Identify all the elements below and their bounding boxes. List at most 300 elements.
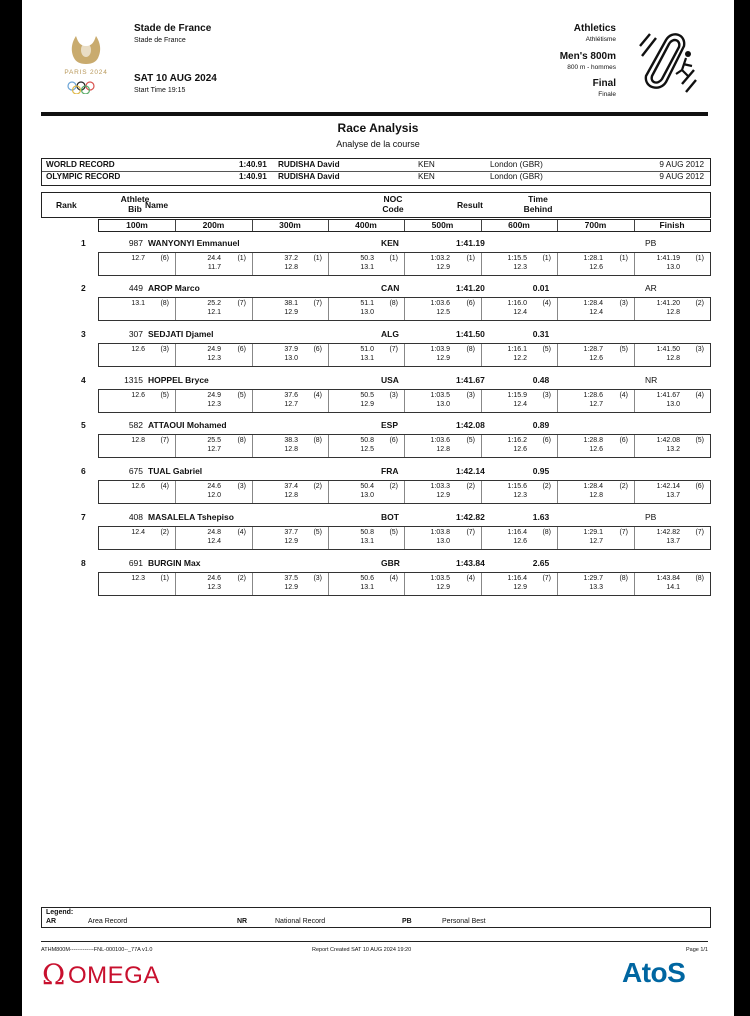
split-time: 12.6 — [131, 392, 145, 399]
lap-time: 12.9 — [284, 309, 298, 316]
lap-time: 12.8 — [284, 264, 298, 271]
split-time: 1:03.2 — [430, 255, 450, 262]
split-rank: (6) — [160, 255, 169, 262]
split-header-cell: 100m — [126, 220, 148, 230]
lap-time: 13.0 — [360, 309, 374, 316]
report-created: Report Created SAT 10 AUG 2024 19:20 — [312, 947, 412, 953]
split-rank: (3) — [313, 575, 322, 582]
split-rank: (4) — [313, 392, 322, 399]
split-cell — [557, 253, 634, 275]
lap-time: 13.1 — [360, 538, 374, 545]
split-rank: (4) — [160, 483, 169, 490]
lap-time: 12.9 — [513, 584, 527, 591]
split-time: 24.9 — [207, 346, 221, 353]
legend-desc-ar: Area Record — [88, 918, 128, 925]
lap-time: 12.4 — [513, 401, 527, 408]
split-rank: (7) — [695, 529, 704, 536]
lap-time: 12.7 — [589, 538, 603, 545]
split-cell — [252, 481, 328, 503]
split-time: 12.6 — [131, 346, 145, 353]
athlete-time-behind: 0.95 — [532, 466, 550, 476]
split-time: 1:28.4 — [583, 483, 603, 490]
record-label: WORLD RECORD — [46, 160, 115, 169]
record-place: London (GBR) — [490, 160, 543, 169]
split-time: 1:15.5 — [507, 255, 527, 262]
omega-symbol-icon: Ω — [42, 958, 66, 991]
split-cell — [252, 573, 328, 595]
split-cell — [252, 527, 328, 549]
split-rank: (3) — [237, 483, 246, 490]
split-cell — [557, 344, 634, 366]
split-rank: (5) — [619, 346, 628, 353]
split-time: 1:29.7 — [583, 575, 603, 582]
athlete-splits — [98, 480, 711, 504]
athlete-name: TUAL Gabriel — [148, 466, 203, 476]
lap-time: 12.3 — [207, 355, 221, 362]
split-rank: (2) — [695, 300, 704, 307]
athlete-noc: CAN — [381, 283, 400, 293]
athlete-name: BURGIN Max — [148, 558, 201, 568]
split-cell — [557, 298, 634, 320]
split-cell — [634, 573, 710, 595]
split-time: 1:03.6 — [430, 437, 450, 444]
athlete-time-behind: 0.89 — [532, 420, 550, 430]
split-time: 25.2 — [207, 300, 221, 307]
split-time: 37.6 — [284, 392, 298, 399]
athlete-bib: 675 — [128, 466, 143, 476]
split-divider — [404, 573, 405, 595]
split-cell — [634, 344, 710, 366]
split-header-divider — [404, 220, 405, 231]
split-time: 37.7 — [284, 529, 298, 536]
split-time: 1:03.6 — [430, 300, 450, 307]
split-cell — [328, 298, 404, 320]
split-time: 12.3 — [131, 575, 145, 582]
split-time: 1:43.84 — [656, 575, 680, 582]
results-page — [22, 0, 734, 1016]
split-header-cell: 600m — [508, 220, 530, 230]
split-cell — [557, 527, 634, 549]
split-rank: (3) — [160, 346, 169, 353]
split-rank: (1) — [313, 255, 322, 262]
split-rank: (2) — [619, 483, 628, 490]
venue: Stade de France — [134, 23, 212, 34]
split-divider — [175, 390, 176, 412]
athlete-noc: FRA — [381, 466, 399, 476]
split-rank: (1) — [389, 255, 398, 262]
splits-header — [98, 219, 711, 232]
olympic-record-row — [46, 172, 706, 184]
athlete-time-behind: 1.63 — [532, 512, 550, 522]
split-divider — [634, 481, 635, 503]
record-time: 1:40.91 — [239, 160, 267, 169]
record-name: RUDISHA David — [278, 172, 340, 181]
athlete-row — [41, 420, 711, 432]
split-rank: (5) — [695, 437, 704, 444]
split-time: 50.3 — [360, 255, 374, 262]
athlete-result: 1:41.19 — [456, 238, 485, 248]
lap-time: 12.5 — [360, 446, 374, 453]
split-cell — [481, 298, 557, 320]
lap-time: 12.9 — [436, 264, 450, 271]
split-rank: (3) — [389, 392, 398, 399]
athlete-record-flag: AR — [645, 283, 657, 293]
athlete-bib: 408 — [128, 512, 143, 522]
split-header-divider — [481, 220, 482, 231]
athlete-result: 1:43.84 — [456, 558, 485, 568]
split-cell — [328, 390, 404, 412]
lap-time: 12.8 — [284, 446, 298, 453]
split-cell — [175, 527, 252, 549]
lap-time: 12.6 — [513, 446, 527, 453]
split-cell — [328, 344, 404, 366]
split-divider — [634, 527, 635, 549]
lap-time: 13.0 — [360, 492, 374, 499]
split-rank: (7) — [160, 437, 169, 444]
athlete-splits — [98, 389, 711, 413]
record-noc: KEN — [418, 172, 435, 181]
split-rank: (8) — [160, 300, 169, 307]
phase: Final — [592, 78, 616, 89]
split-divider — [175, 573, 176, 595]
split-time: 1:29.1 — [583, 529, 603, 536]
split-divider — [481, 298, 482, 320]
split-divider — [634, 390, 635, 412]
athlete-noc: KEN — [381, 238, 399, 248]
split-divider — [557, 573, 558, 595]
split-cell — [99, 481, 175, 503]
split-time: 50.4 — [360, 483, 374, 490]
athlete-result: 1:42.08 — [456, 420, 485, 430]
lap-time: 12.9 — [284, 538, 298, 545]
athlete-row — [41, 466, 711, 478]
lap-time: 13.3 — [589, 584, 603, 591]
split-time: 25.5 — [207, 437, 221, 444]
split-cell — [557, 390, 634, 412]
split-divider — [252, 573, 253, 595]
lap-time: 12.9 — [436, 355, 450, 362]
split-time: 1:28.1 — [583, 255, 603, 262]
venue-sub: Stade de France — [134, 37, 186, 44]
split-time: 38.3 — [284, 437, 298, 444]
split-divider — [634, 344, 635, 366]
split-rank: (1) — [542, 255, 551, 262]
split-header-cell: Finish — [659, 220, 685, 230]
lap-time: 12.6 — [589, 446, 603, 453]
athlete-record-flag: PB — [645, 512, 657, 522]
split-cell — [328, 253, 404, 275]
split-cell — [634, 253, 710, 275]
athlete-time-behind: 2.65 — [532, 558, 550, 568]
split-rank: (4) — [237, 529, 246, 536]
split-rank: (8) — [313, 437, 322, 444]
split-rank: (6) — [466, 300, 475, 307]
lap-time: 14.1 — [666, 584, 680, 591]
split-time: 50.6 — [360, 575, 374, 582]
split-cell — [252, 253, 328, 275]
athlete-splits — [98, 526, 711, 550]
split-time: 51.1 — [360, 300, 374, 307]
omega-text: OMEGA — [68, 962, 160, 989]
split-cell — [175, 344, 252, 366]
split-time: 24.4 — [207, 255, 221, 262]
split-rank: (6) — [695, 483, 704, 490]
split-cell — [404, 390, 481, 412]
split-cell — [557, 573, 634, 595]
athlete-name: HOPPEL Bryce — [148, 375, 209, 385]
split-cell — [404, 253, 481, 275]
split-divider — [328, 390, 329, 412]
record-place: London (GBR) — [490, 172, 543, 181]
split-header-divider — [175, 220, 176, 231]
split-cell — [481, 344, 557, 366]
legend-code-nr: NR — [237, 918, 248, 925]
athlete-time-behind: 0.48 — [532, 375, 550, 385]
lap-time: 12.0 — [207, 492, 221, 499]
split-time: 38.1 — [284, 300, 298, 307]
lap-time: 13.0 — [666, 401, 680, 408]
split-rank: (4) — [389, 575, 398, 582]
lap-time: 12.4 — [513, 309, 527, 316]
split-divider — [175, 435, 176, 457]
lap-time: 13.0 — [284, 355, 298, 362]
split-divider — [404, 253, 405, 275]
split-divider — [175, 527, 176, 549]
lap-time: 13.2 — [666, 446, 680, 453]
split-rank: (5) — [466, 437, 475, 444]
split-time: 1:41.20 — [656, 300, 680, 307]
athlete-bib: 307 — [128, 329, 143, 339]
lap-time: 12.4 — [589, 309, 603, 316]
split-cell — [328, 527, 404, 549]
split-time: 1:42.82 — [656, 529, 680, 536]
athlete-splits — [98, 252, 711, 276]
lap-time: 12.8 — [589, 492, 603, 499]
split-rank: (7) — [542, 575, 551, 582]
header-divider — [41, 112, 708, 116]
split-rank: (8) — [389, 300, 398, 307]
lap-time: 12.3 — [513, 492, 527, 499]
split-time: 50.5 — [360, 392, 374, 399]
split-time: 1:28.8 — [583, 437, 603, 444]
split-cell — [404, 435, 481, 457]
split-cell — [481, 527, 557, 549]
athlete-noc: GBR — [381, 558, 400, 568]
lap-time: 12.3 — [207, 401, 221, 408]
athlete-record-flag: NR — [645, 375, 658, 385]
lap-time: 12.8 — [284, 492, 298, 499]
athlete-name: AROP Marco — [148, 283, 200, 293]
split-time: 1:03.5 — [430, 575, 450, 582]
split-divider — [557, 253, 558, 275]
split-rank: (6) — [542, 437, 551, 444]
split-cell — [634, 481, 710, 503]
split-cell — [404, 573, 481, 595]
split-divider — [328, 573, 329, 595]
split-cell — [404, 344, 481, 366]
record-name: RUDISHA David — [278, 160, 340, 169]
split-cell — [404, 527, 481, 549]
split-time: 1:42.08 — [656, 437, 680, 444]
split-time: 50.8 — [360, 529, 374, 536]
split-cell — [328, 481, 404, 503]
split-cell — [252, 344, 328, 366]
lap-time: 12.3 — [513, 264, 527, 271]
split-divider — [328, 481, 329, 503]
athlete-result: 1:42.14 — [456, 466, 485, 476]
split-cell — [481, 573, 557, 595]
split-cell — [481, 481, 557, 503]
lap-time: 12.1 — [207, 309, 221, 316]
split-time: 1:16.4 — [507, 575, 527, 582]
split-time: 12.6 — [131, 483, 145, 490]
lap-time: 13.1 — [360, 355, 374, 362]
split-cell — [634, 298, 710, 320]
split-rank: (6) — [313, 346, 322, 353]
split-divider — [252, 435, 253, 457]
split-header-cell: 700m — [584, 220, 607, 230]
logo-text: PARIS 2024 — [64, 69, 108, 76]
athlete-rank: 8 — [81, 558, 86, 568]
athlete-name: SEDJATI Djamel — [148, 329, 214, 339]
split-header-divider — [252, 220, 253, 231]
split-rank: (5) — [542, 346, 551, 353]
split-time: 1:03.5 — [430, 392, 450, 399]
athlete-result: 1:41.67 — [456, 375, 485, 385]
split-rank: (4) — [695, 392, 704, 399]
split-divider — [557, 481, 558, 503]
split-time: 51.0 — [360, 346, 374, 353]
col-result: Result — [457, 200, 483, 210]
phase-fr: Finale — [598, 91, 616, 98]
sport-fr: Athlétisme — [585, 36, 616, 43]
athlete-time-behind: 0.01 — [532, 283, 550, 293]
split-header-cell: 300m — [279, 220, 301, 230]
athlete-result: 1:41.50 — [456, 329, 485, 339]
split-time: 12.7 — [131, 255, 145, 262]
athlete-name: WANYONYI Emmanuel — [148, 238, 240, 248]
split-header-cell: 400m — [355, 220, 377, 230]
split-cell — [481, 435, 557, 457]
split-header-divider — [634, 220, 635, 231]
split-time: 12.8 — [131, 437, 145, 444]
records-divider — [42, 171, 710, 172]
lap-time: 12.3 — [207, 584, 221, 591]
split-time: 1:41.50 — [656, 346, 680, 353]
record-noc: KEN — [418, 160, 435, 169]
split-cell — [404, 298, 481, 320]
split-rank: (2) — [542, 483, 551, 490]
athlete-noc: BOT — [381, 512, 399, 522]
split-divider — [404, 298, 405, 320]
lap-time: 12.2 — [513, 355, 527, 362]
split-rank: (2) — [160, 529, 169, 536]
split-time: 37.2 — [284, 255, 298, 262]
athletics-track-icon — [636, 26, 698, 98]
split-time: 1:28.6 — [583, 392, 603, 399]
athlete-time-behind: 0.31 — [532, 329, 550, 339]
split-rank: (3) — [466, 392, 475, 399]
split-divider — [557, 435, 558, 457]
lap-time: 13.0 — [436, 538, 450, 545]
split-time: 24.6 — [207, 575, 221, 582]
split-time: 1:15.9 — [507, 392, 527, 399]
athletics-pictogram — [636, 26, 698, 98]
split-rank: (7) — [237, 300, 246, 307]
split-time: 1:16.0 — [507, 300, 527, 307]
split-divider — [481, 253, 482, 275]
split-time: 1:15.6 — [507, 483, 527, 490]
split-cell — [99, 435, 175, 457]
split-time: 1:03.9 — [430, 346, 450, 353]
paris-2024-logo — [56, 32, 116, 94]
split-rank: (1) — [695, 255, 704, 262]
legend-code-ar: AR — [46, 918, 57, 925]
split-cell — [634, 527, 710, 549]
records-box — [41, 158, 711, 186]
split-divider — [328, 435, 329, 457]
split-rank: (7) — [313, 300, 322, 307]
athlete-bib: 582 — [128, 420, 143, 430]
split-divider — [404, 527, 405, 549]
split-divider — [557, 390, 558, 412]
athlete-splits — [98, 297, 711, 321]
lap-time: 12.8 — [666, 355, 680, 362]
split-divider — [481, 344, 482, 366]
split-divider — [481, 573, 482, 595]
athlete-result: 1:41.20 — [456, 283, 485, 293]
split-cell — [99, 527, 175, 549]
athlete-row — [41, 375, 711, 387]
event-date: SAT 10 AUG 2024 — [134, 73, 217, 84]
split-rank: (8) — [237, 437, 246, 444]
split-rank: (8) — [695, 575, 704, 582]
split-cell — [175, 481, 252, 503]
event-name: Men's 800m — [559, 51, 616, 62]
split-rank: (7) — [389, 346, 398, 353]
lap-time: 13.7 — [666, 538, 680, 545]
split-rank: (8) — [619, 575, 628, 582]
lap-time: 12.7 — [589, 401, 603, 408]
split-rank: (8) — [542, 529, 551, 536]
split-divider — [557, 527, 558, 549]
athlete-row — [41, 329, 711, 341]
split-rank: (2) — [466, 483, 475, 490]
athlete-rank: 6 — [81, 466, 86, 476]
split-time: 24.9 — [207, 392, 221, 399]
split-time: 37.4 — [284, 483, 298, 490]
split-divider — [328, 344, 329, 366]
athlete-row — [41, 283, 711, 295]
split-rank: (2) — [237, 575, 246, 582]
split-header-divider — [328, 220, 329, 231]
report-title: Race Analysis — [337, 121, 419, 135]
split-rank: (1) — [160, 575, 169, 582]
legend-desc-pb: Personal Best — [442, 918, 486, 925]
split-divider — [328, 253, 329, 275]
split-cell — [175, 573, 252, 595]
split-divider — [252, 390, 253, 412]
lap-time: 13.7 — [666, 492, 680, 499]
athlete-noc: ESP — [381, 420, 399, 430]
athlete-row — [41, 558, 711, 570]
split-divider — [404, 390, 405, 412]
split-time: 1:28.7 — [583, 346, 603, 353]
col-name: Name — [145, 200, 169, 210]
athlete-bib: 1315 — [124, 375, 143, 385]
split-rank: (7) — [619, 529, 628, 536]
split-divider — [252, 298, 253, 320]
